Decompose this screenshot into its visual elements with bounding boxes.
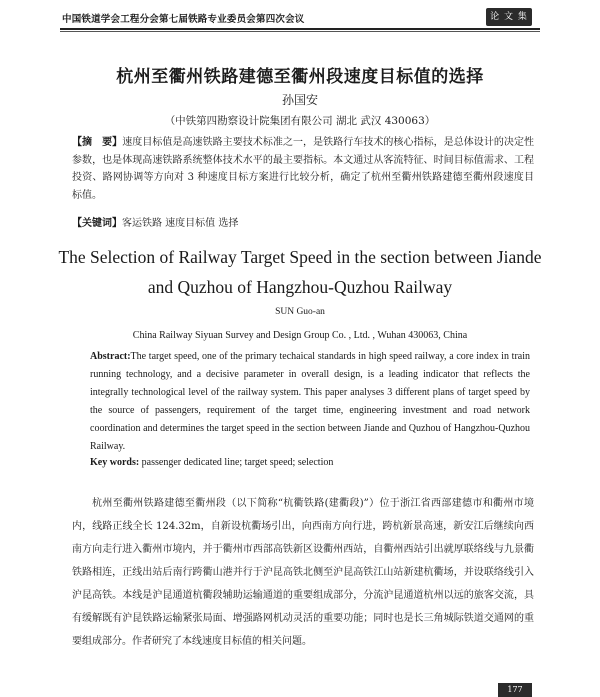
header-rule xyxy=(60,28,540,30)
chinese-abstract-label: 【摘 要】 xyxy=(72,137,123,148)
english-title-line1: The Selection of Railway Target Speed in the section between Jiande xyxy=(58,247,542,267)
english-author: SUN Guo-an xyxy=(275,307,325,317)
header-rule-thin xyxy=(60,31,540,32)
english-abstract-text: The target speed, one of the primary techaical standards in high speed railway, a core index in train running technology, and a decisive parameter in overall design, is a leading indicator that reflects the integrally technological level of the railway system. This paper analyses 3 different plans of target speed by the source of passengers, requirement of the target time, engineering investment and road network coordination and determines the target speed in the section between Jiande and Quzhou of Hangzhou-Quzhou Railway. xyxy=(90,351,530,452)
chinese-keywords-text: 客运铁路 速度目标值 选择 xyxy=(122,218,239,229)
chinese-keywords-label: 【关键词】 xyxy=(72,218,122,229)
chinese-affiliation: （中铁第四勘察设计院集团有限公司 湖北 武汉 430063） xyxy=(164,115,436,127)
english-affiliation: China Railway Siyuan Survey and Design Group Co. , Ltd. , Wuhan 430063, China xyxy=(132,330,468,341)
english-abstract-label: Abstract: xyxy=(90,351,131,362)
english-keywords-label: Key words: xyxy=(90,457,140,468)
chinese-abstract xyxy=(72,134,534,204)
chinese-author: 孙国安 xyxy=(281,93,318,107)
chinese-abstract-text: 速度目标值是高速铁路主要技术标准之一，是铁路行车技术的核心指标，是总体设计的决定性参数，也是体现高速铁路系统整体技术水平的最主要指标。本文通过从客流特征、时间目标值需求、工程投资、路网协调等方向对 3 种速度目标方案进行比较分析，确定了杭州至衢州铁路建德至衢州段速度目标值。 xyxy=(72,137,535,201)
english-title-line2: and Quzhou of Hangzhou-Quzhou Railway xyxy=(147,277,453,297)
chinese-keywords xyxy=(72,214,534,229)
chinese-title: 杭州至衢州铁路建德至衢州段速度目标值的选择 xyxy=(116,67,484,87)
english-keywords-text: passenger dedicated line; target speed; selection xyxy=(141,457,334,468)
english-keywords xyxy=(90,457,530,468)
english-abstract xyxy=(90,348,530,456)
running-header: 中国铁道学会工程分会第七届铁路专业委员会第四次会议 xyxy=(62,14,305,25)
body-paragraph: 杭州至衢州铁路建德至衢州段（以下简称“杭衢铁路(建衢段)”）位于浙江省西部建德市和衢州市境内，线路正线全长 124.32m，自新设杭衢场引出，向西南方向行进，跨杭新景高速，新安江后继续向西南方向走行进入衢州市境内，并于衢州市西部高铁新区设衢州西站，自衢州西站引出就厚联络线与九景衢铁路相连，正线出站后南行跨衢山港并行于沪昆高铁北侧至沪昆高铁江山站新建杭衢场，并设联络线引入沪昆高铁。本线是沪昆通道杭衢段辅助运输通道的重要组成部分，分流沪昆通道杭州以远的旅客交流，具有缓解既有沪昆铁路运输紧张局面、增强路网机动灵活的重要功能；同时也是长三角城际铁道交通网的重要组成部分。作者研究了本线速度目标值的相关问题。 xyxy=(72,498,534,647)
header-badge: 论 文 集 xyxy=(486,8,532,26)
page-number: 177 xyxy=(498,683,532,697)
english-title xyxy=(0,242,600,302)
